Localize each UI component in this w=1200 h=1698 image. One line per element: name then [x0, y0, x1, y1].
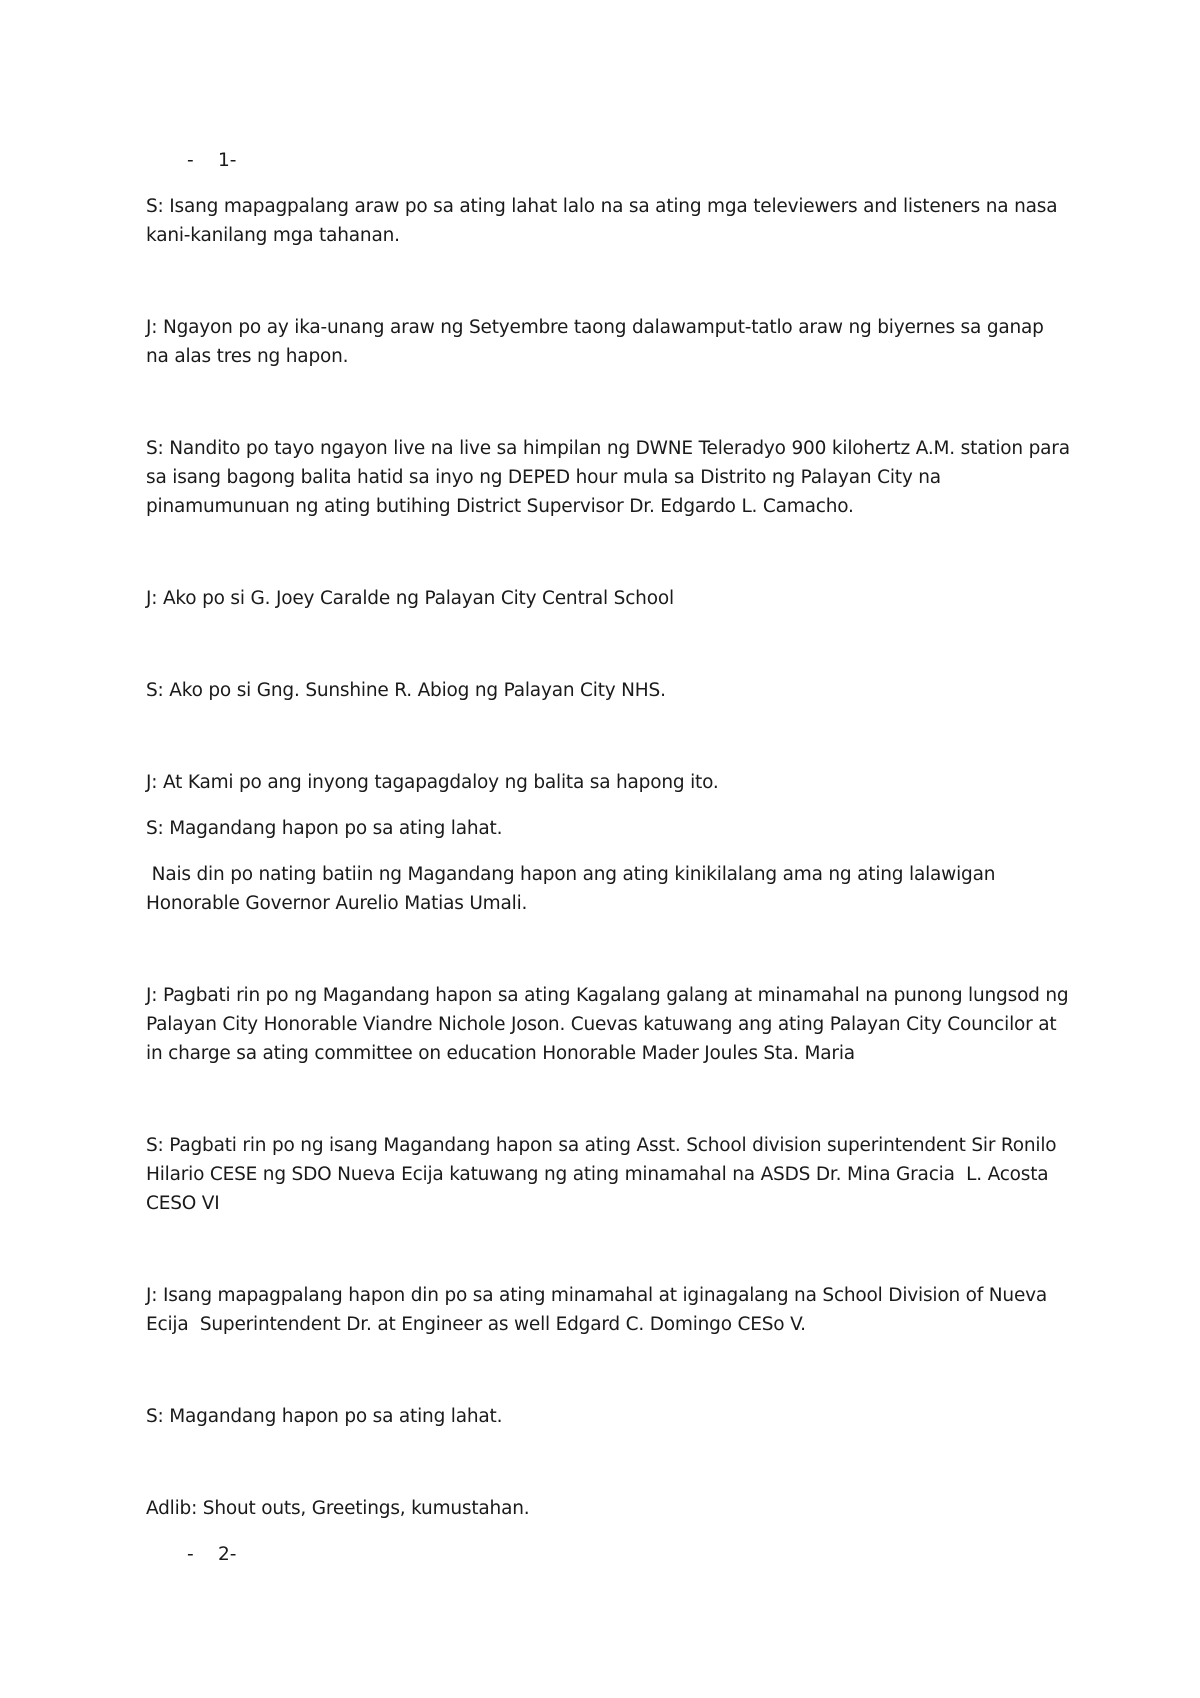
page-number-dash: -: [187, 1544, 194, 1565]
paragraph-2-line-1: J: Ngayon po ay ika-unang araw ng Setyembre taong dalawamput-tatlo araw ng biyernes sa ganap: [146, 317, 1044, 338]
paragraph-4-line-1: J: Ako po si G. Joey Caralde ng Palayan City Central School: [146, 588, 674, 609]
page-number-value: 2-: [218, 1544, 237, 1565]
paragraph-10-line-2: Hilario CESE ng SDO Nueva Ecija katuwang ng ating minamahal na ASDS Dr. Mina Gracia L. Acosta: [146, 1164, 1049, 1185]
paragraph-9-line-2: Palayan City Honorable Viandre Nichole Joson. Cuevas katuwang ang ating Palayan City Councilor at: [146, 1014, 1057, 1035]
paragraph-3-line-3: pinamumunuan ng ating butihing District Supervisor Dr. Edgardo L. Camacho.: [146, 496, 854, 517]
paragraph-11-line-1: J: Isang mapagpalang hapon din po sa ating minamahal at iginagalang na School Division of Nueva: [146, 1285, 1048, 1306]
paragraph-9-line-3: in charge sa ating committee on education Honorable Mader Joules Sta. Maria: [146, 1043, 855, 1064]
paragraph-7-line-1: S: Magandang hapon po sa ating lahat.: [146, 818, 503, 839]
paragraph-10-line-1: S: Pagbati rin po ng isang Magandang hapon sa ating Asst. School division superintendent Sir Ronilo: [146, 1135, 1057, 1156]
paragraph-11-line-2: Ecija Superintendent Dr. at Engineer as well Edgard C. Domingo CESo V.: [146, 1314, 806, 1335]
paragraph-6-line-1: J: At Kami po ang inyong tagapagdaloy ng balita sa hapong ito.: [146, 772, 719, 793]
page-number-value: 1-: [218, 150, 237, 171]
paragraph-3-line-2: sa isang bagong balita hatid sa inyo ng DEPED hour mula sa Distrito ng Palayan City na: [146, 467, 941, 488]
paragraph-8-line-1: Nais din po nating batiin ng Magandang hapon ang ating kinikilalang ama ng ating lalawigan: [146, 864, 996, 885]
paragraph-1-line-2: kani-kanilang mga tahanan.: [146, 225, 400, 246]
paragraph-12-line-1: S: Magandang hapon po sa ating lahat.: [146, 1406, 503, 1427]
paragraph-5-line-1: S: Ako po si Gng. Sunshine R. Abiog ng Palayan City NHS.: [146, 680, 666, 701]
paragraph-13-line-1: Adlib: Shout outs, Greetings, kumustahan.: [146, 1498, 530, 1519]
paragraph-9-line-1: J: Pagbati rin po ng Magandang hapon sa ating Kagalang galang at minamahal na punong lungsod ng: [146, 985, 1069, 1006]
page-number-top: [187, 146, 236, 175]
page-number-dash: -: [187, 150, 194, 171]
page-number-bottom: [187, 1540, 236, 1569]
paragraph-8-line-2: Honorable Governor Aurelio Matias Umali.: [146, 893, 528, 914]
paragraph-3-line-1: S: Nandito po tayo ngayon live na live sa himpilan ng DWNE Teleradyo 900 kilohertz A.M. station para: [146, 438, 1070, 459]
paragraph-1-line-1: S: Isang mapagpalang araw po sa ating lahat lalo na sa ating mga televiewers and listeners na nasa: [146, 196, 1058, 217]
paragraph-2-line-2: na alas tres ng hapon.: [146, 346, 349, 367]
paragraph-10-line-3: CESO VI: [146, 1193, 220, 1214]
